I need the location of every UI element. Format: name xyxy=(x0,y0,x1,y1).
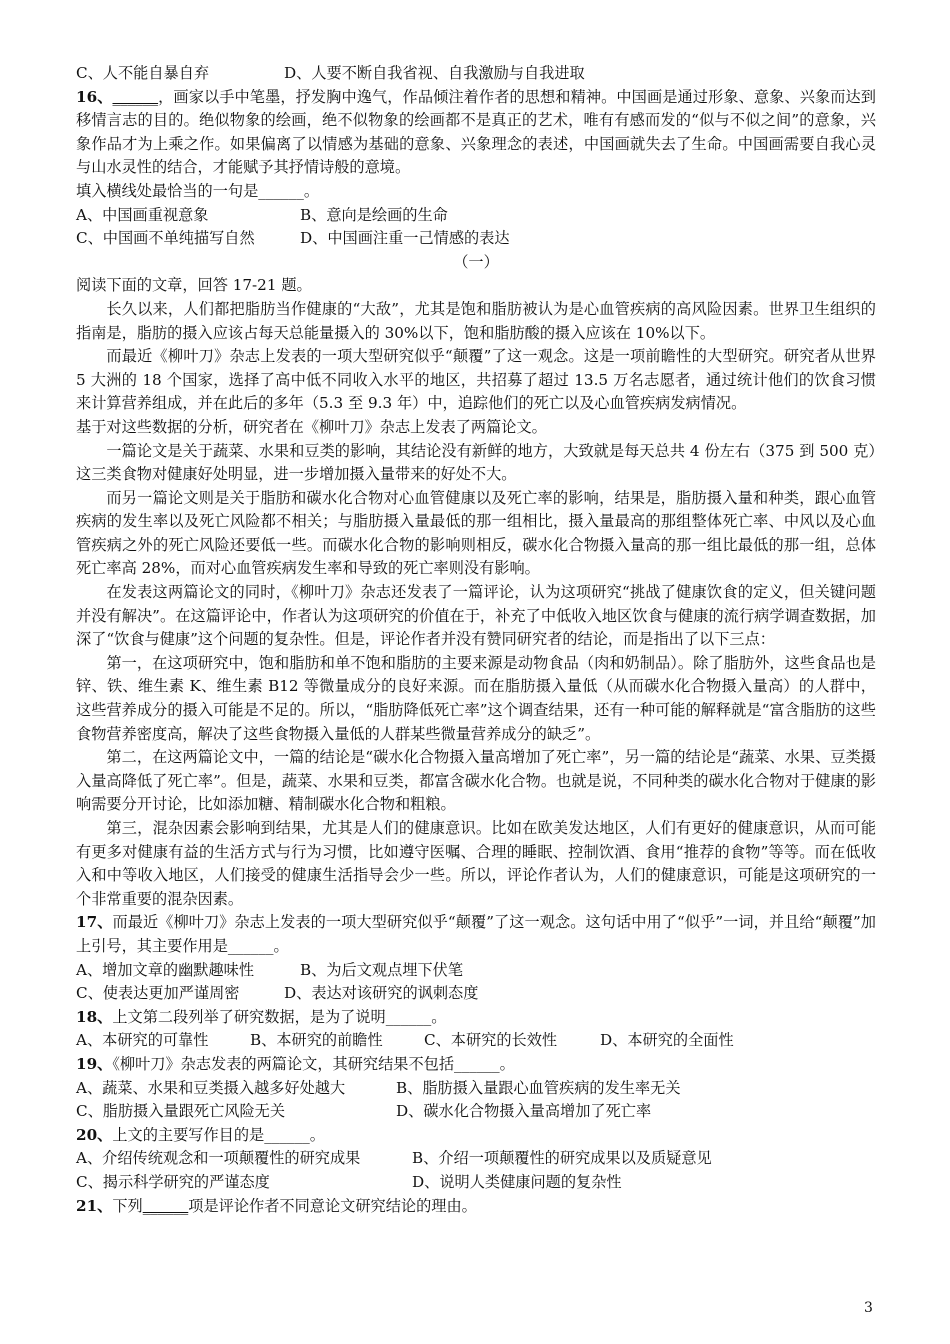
option-d: D、本研究的全面性 xyxy=(600,1031,734,1050)
question-text: 《柳叶刀》杂志发表的两篇论文，其研究结果不包括______。 xyxy=(112,1054,515,1073)
option-c: C、中国画不单纯描写自然 xyxy=(76,229,255,248)
question-number: 18、 xyxy=(76,1007,113,1026)
section-intro: 阅读下面的文章，回答 17-21 题。 xyxy=(76,276,312,295)
option-b: B、本研究的前瞻性 xyxy=(250,1031,383,1050)
article-paragraph: 一篇论文是关于蔬菜、水果和豆类的影响，其结论没有新鲜的地方，大致就是每天总共 4 份左右（375 到 500 克）这三类食物对健康好处明显，进一步增加摄入量带来的好处不大。 xyxy=(76,441,876,484)
option-c: C、人不能自暴自弃 xyxy=(76,64,210,82)
q16-options-ab xyxy=(76,204,876,228)
blank: ______ xyxy=(112,87,159,106)
option-d: D、人要不断自我省视、自我激励与自我进取 xyxy=(284,64,585,82)
question-16-prompt: 填入横线处最恰当的一句是______。 xyxy=(76,181,319,200)
article-paragraph: 长久以来，人们都把脂肪当作健康的“大敌”，尤其是饱和脂肪被认为是心血管疾病的高风险因素。世界卫生组织的指南是，脂肪的摄入应该占每天总能量摄入的 30%以下，饱和脂肪酸的摄入应该在 10%以下。 xyxy=(76,299,876,342)
q17-options-cd xyxy=(76,982,876,1006)
article-paragraph: 在发表这两篇论文的同时，《柳叶刀》杂志还发表了一篇评论，认为这项研究“挑战了健康饮食的定义，但关键问题并没有解决”。在这篇评论中，作者认为这项研究的价值在于，补充了中低收入地区饮食与健康的流行病学调查数据，加深了“饮食与健康”这个问题的复杂性。但是，评论作者并没有赞同研究者的结论，而是指出了以下三点： xyxy=(76,583,876,649)
question-20 xyxy=(76,1124,876,1148)
option-b: B、介绍一项颠覆性的研究成果以及质疑意见 xyxy=(412,1149,712,1168)
option-d: D、表达对该研究的讽刺态度 xyxy=(284,984,479,1003)
q16-options-cd xyxy=(76,227,876,251)
question-text-pre: 下列 xyxy=(112,1196,143,1215)
q20-options-cd xyxy=(76,1171,876,1195)
article-paragraph: 第三，混杂因素会影响到结果，尤其是人们的健康意识。比如在欧美发达地区，人们有更好的健康意识，从而可能有更多对健康有益的生活方式与行为习惯，比如遵守医嘱、合理的睡眠、控制饮酒、食用“推荐的食物”等等。而在低收入和中等收入地区，人们接受的健康生活指导会少一些。所以，评论作者认为，人们的健康意识，可能是这项研究的一个非常重要的混杂因素。 xyxy=(76,819,876,908)
question-16 xyxy=(76,86,876,180)
question-18 xyxy=(76,1006,876,1030)
q19-options-cd xyxy=(76,1100,876,1124)
option-a: A、介绍传统观念和一项颠覆性的研究成果 xyxy=(76,1149,361,1168)
page-number: 3 xyxy=(864,1300,873,1316)
option-d: D、中国画注重一己情感的表达 xyxy=(300,229,510,248)
q18-options xyxy=(76,1029,876,1053)
section-heading: （一） xyxy=(453,252,499,271)
option-c: C、使表达更加严谨周密 xyxy=(76,984,240,1003)
question-number: 20、 xyxy=(76,1125,113,1144)
question-text: 上文的主要写作目的是______。 xyxy=(112,1125,325,1144)
question-text: 而最近《柳叶刀》杂志上发表的一项大型研究似乎“颠覆”了这一观念。这句话中用了“似乎”一词，并且给“颠覆”加上引号，其主要作用是______。 xyxy=(76,913,876,955)
option-d: D、说明人类健康问题的复杂性 xyxy=(412,1172,622,1191)
q17-options-ab xyxy=(76,959,876,983)
blank: ______ xyxy=(142,1196,189,1215)
option-a: A、本研究的可靠性 xyxy=(76,1031,209,1050)
question-19 xyxy=(76,1053,876,1077)
q15-options-cd xyxy=(76,62,876,86)
option-b: B、为后文观点埋下伏笔 xyxy=(300,960,464,979)
article-paragraph: 基于对这些数据的分析，研究者在《柳叶刀》杂志上发表了两篇论文。 xyxy=(76,417,547,436)
question-number: 17、 xyxy=(76,913,113,932)
question-17 xyxy=(76,911,876,958)
option-b: B、意向是绘画的生命 xyxy=(300,205,448,224)
article-paragraph: 而另一篇论文则是关于脂肪和碳水化合物对心血管健康以及死亡率的影响，结果是，脂肪摄入量和种类，跟心血管疾病的发生率以及死亡风险都不相关；与脂肪摄入量最低的那一组相比，摄入量最高的那组整体死亡率、中风以及心血管疾病之外的死亡风险还要低一些。而碳水化合物的影响则相反，碳水化合物摄入量高的那一组比最低的那一组，总体死亡率高 28%，而对心血管疾病发生率和导致的死亡率则没有影响。 xyxy=(76,488,876,578)
article-paragraph: 第一，在这项研究中，饱和脂肪和单不饱和脂肪的主要来源是动物食品（肉和奶制品）。除了脂肪外，这些食品也是锌、铁、维生素 K、维生素 B12 等微量成分的良好来源。而在脂肪摄入量低（从而碳水化合物摄入量高）的人群中，这些营养成分的摄入可能是不足的。所以，“脂肪降低死亡率”这个调查结果，还有一种可能的解释就是“富含脂肪的这些食物营养密度高，解决了这些食物摄入量低的人群某些微量营养成分的缺乏”。 xyxy=(76,653,876,743)
option-a: A、增加文章的幽默趣味性 xyxy=(76,960,255,979)
article-paragraph: 第二，在这两篇论文中，一篇的结论是“碳水化合物摄入量高增加了死亡率”，另一篇的结论是“蔬菜、水果、豆类摄入量高降低了死亡率”。但是，蔬菜、水果和豆类，都富含碳水化合物。也就是说，不同种类的碳水化合物对于健康的影响需要分开讨论，比如添加糖、精制碳水化合物和粗粮。 xyxy=(76,748,876,814)
option-c: C、本研究的长效性 xyxy=(424,1031,558,1050)
question-21 xyxy=(76,1195,876,1219)
option-a: A、中国画重视意象 xyxy=(76,205,209,224)
q19-options-ab xyxy=(76,1077,876,1101)
option-a: A、蔬菜、水果和豆类摄入越多好处越大 xyxy=(76,1078,346,1097)
article-paragraph: 而最近《柳叶刀》杂志上发表的一项大型研究似乎“颠覆”了这一观念。这是一项前瞻性的大型研究。研究者从世界 5 大洲的 18 个国家，选择了高中低不同收入水平的地区，共招募了超过 13.5 万名志愿者，通过统计他们的饮食习惯来计算营养组成，并在此后的多年（5.3 至 9.3 年）中，追踪他们的死亡以及心血管疾病发病情况。 xyxy=(76,347,876,413)
option-d: D、碳水化合物摄入量高增加了死亡率 xyxy=(396,1102,652,1121)
question-text-post: 项是评论作者不同意论文研究结论的理由。 xyxy=(188,1196,477,1215)
question-text: ，画家以手中笔墨，抒发胸中逸气，作品倾注着作者的思想和精神。中国画是通过形象、意象、兴象而达到移情言志的目的。绝似物象的绘画，绝不似物象的绘画都不是真正的艺术，唯有有感而发的“似与不似之间”的意象，兴象作品才为上乘之作。如果偏离了以情感为基础的意象、兴象理念的表述，中国画就失去了生命。中国画需要自我心灵与山水灵性的结合，才能赋予其抒情诗般的意境。 xyxy=(76,87,876,177)
question-number: 19、 xyxy=(76,1054,113,1073)
option-b: B、脂肪摄入量跟心血管疾病的发生率无关 xyxy=(396,1078,681,1097)
option-c: C、揭示科学研究的严谨态度 xyxy=(76,1172,270,1191)
exam-page xyxy=(76,62,876,1218)
q20-options-ab xyxy=(76,1147,876,1171)
question-number: 16、 xyxy=(76,87,113,106)
option-c: C、脂肪摄入量跟死亡风险无关 xyxy=(76,1102,286,1121)
question-text: 上文第二段列举了研究数据，是为了说明______。 xyxy=(112,1007,447,1026)
question-number: 21、 xyxy=(76,1196,113,1215)
